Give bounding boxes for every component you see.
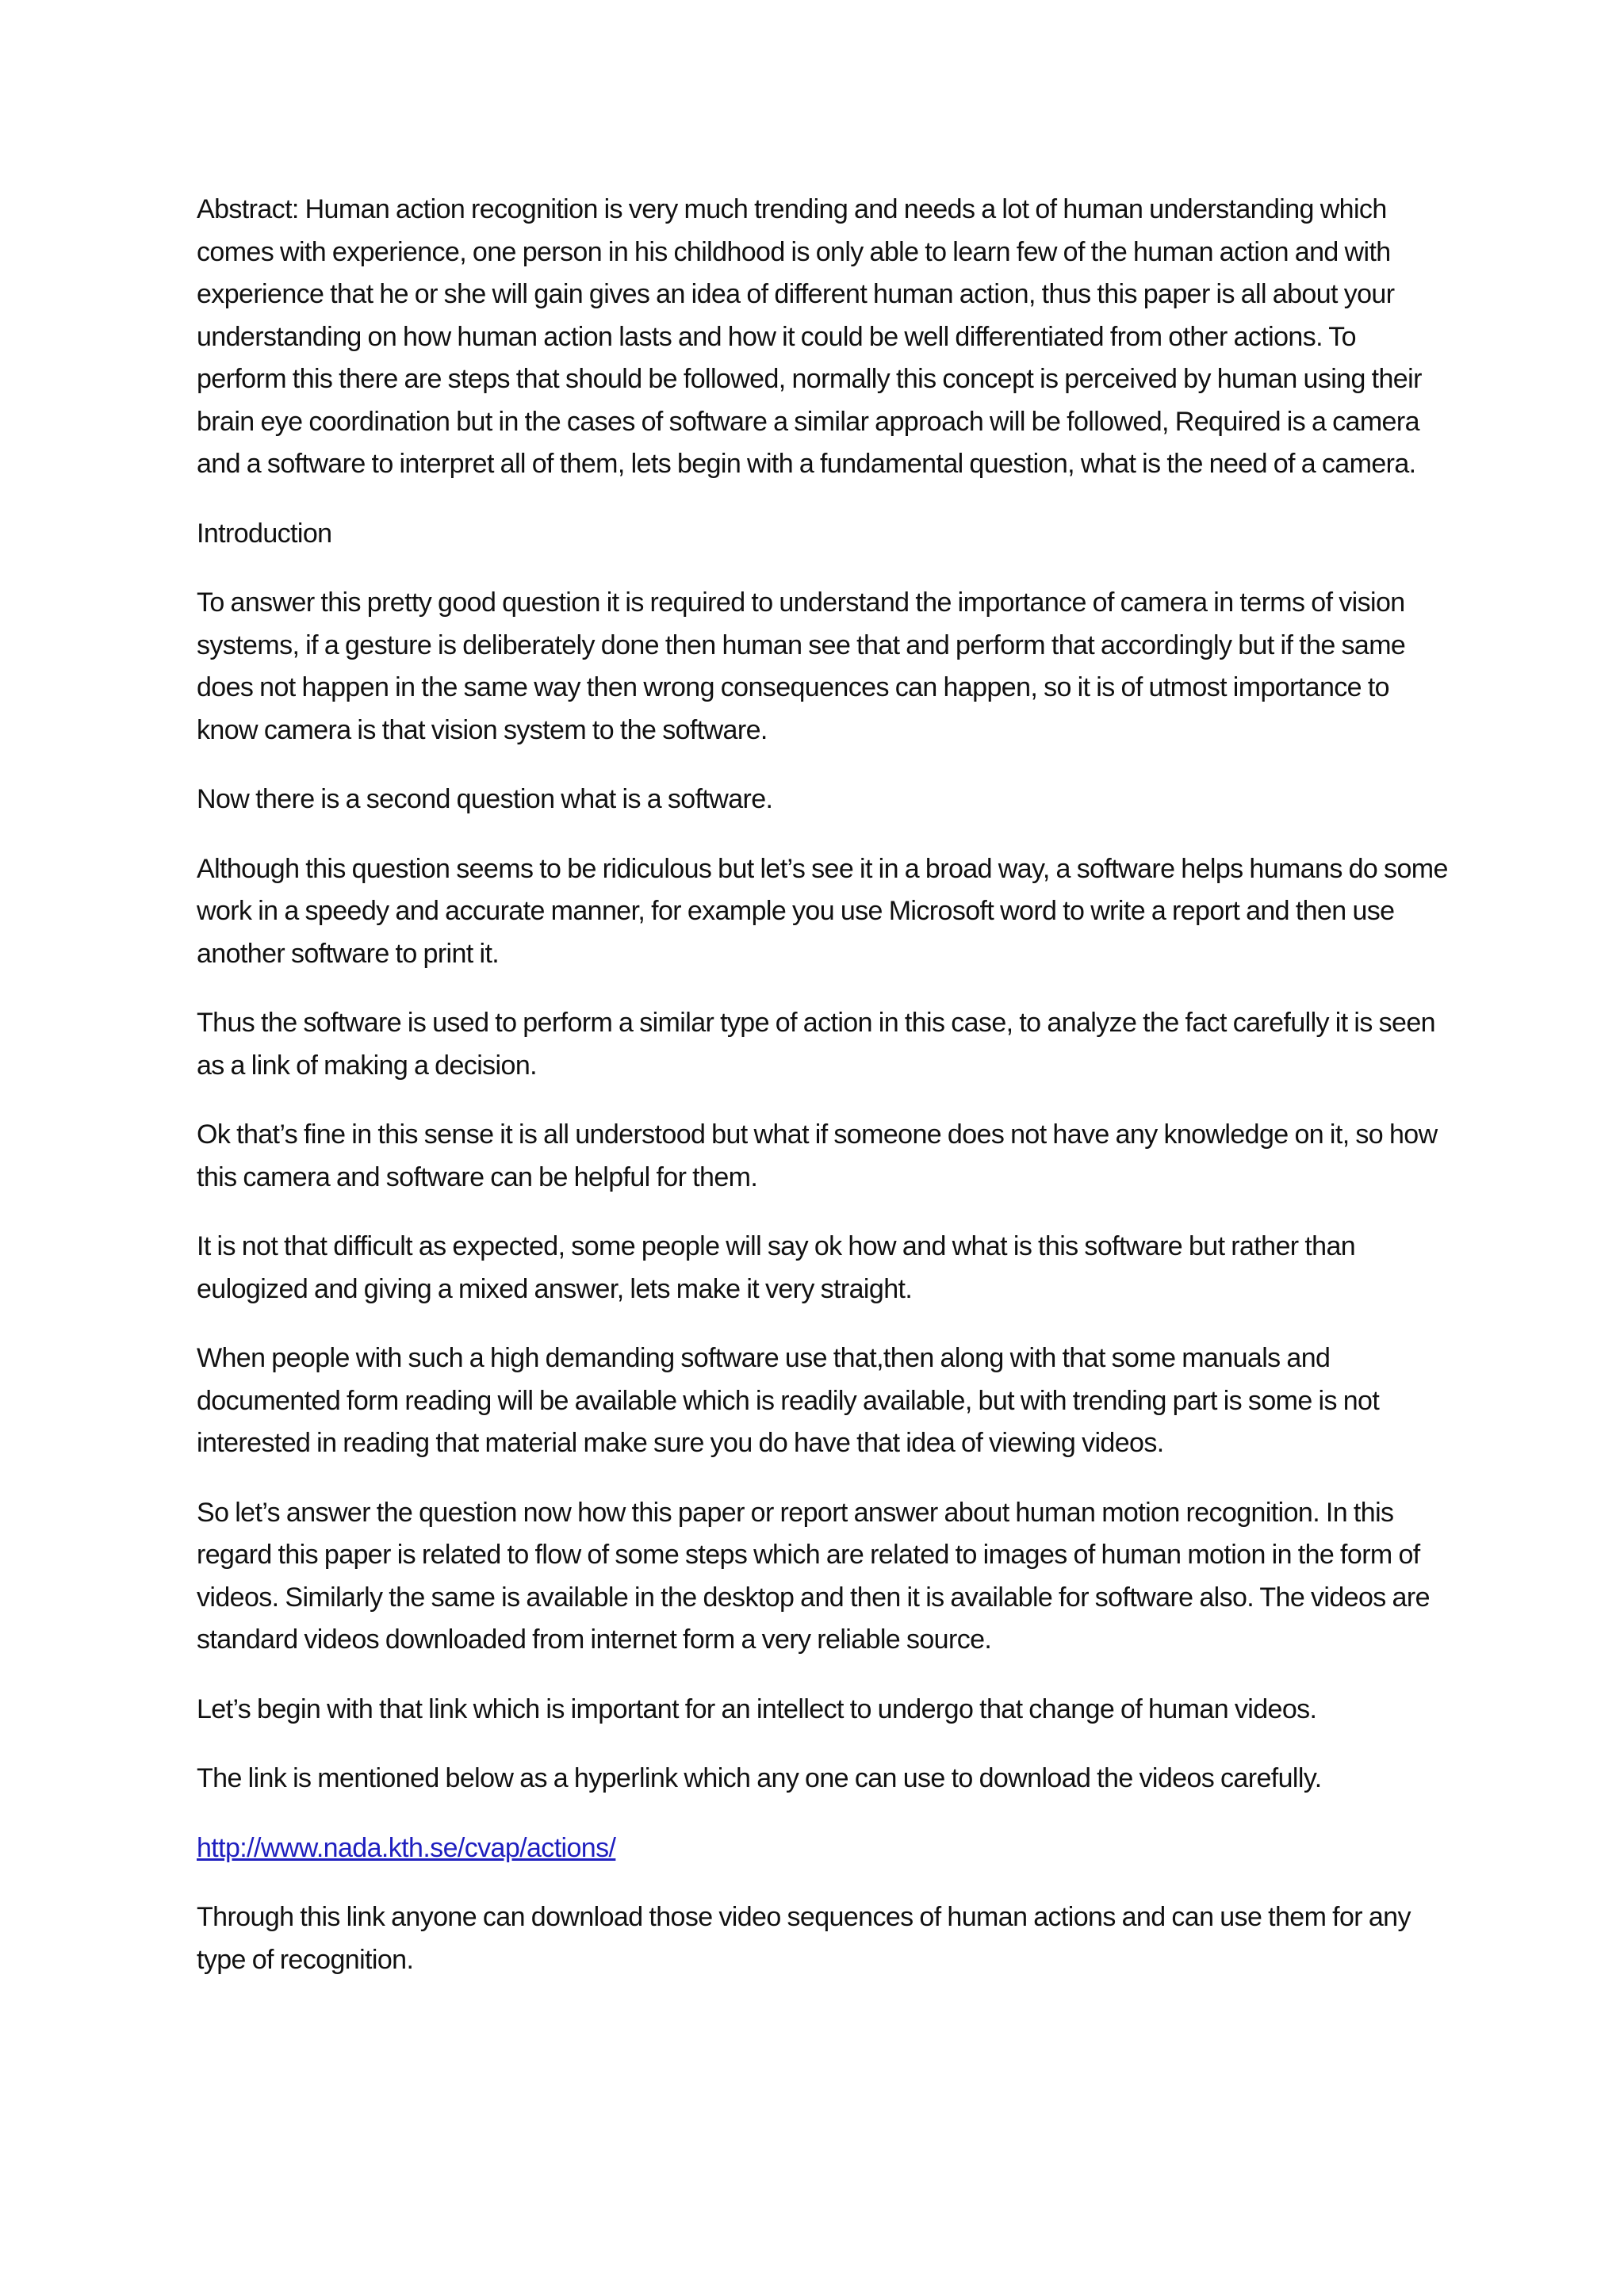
body-paragraph: Although this question seems to be ridiculous but let’s see it in a broad way, a software helps humans do some work in a speedy and accurate manner, for example you use Microsoft word to write a report and then use another software to print it. bbox=[197, 853, 1448, 969]
body-paragraph: Now there is a second question what is a software. bbox=[197, 784, 773, 814]
hyperlink-paragraph bbox=[197, 1827, 1450, 1870]
body-paragraph: When people with such a high demanding software use that,then along with that some manuals and documented form reading will be available which is readily available, but with trending part is some is not interested in reading that material make sure you do have that idea of viewing videos. bbox=[197, 1343, 1380, 1458]
dataset-hyperlink[interactable]: http://www.nada.kth.se/cvap/actions/ bbox=[197, 1832, 616, 1863]
body-paragraph: Let’s begin with that link which is important for an intellect to undergo that change of human videos. bbox=[197, 1693, 1317, 1724]
body-paragraph: So let’s answer the question now how this paper or report answer about human motion recognition. In this regard this paper is related to flow of some steps which are related to images of human motion in the form of videos. Similarly the same is available in the desktop and then it is available for software also. The videos are standard videos downloaded from internet form a very reliable source. bbox=[197, 1497, 1430, 1655]
body-paragraph: Thus the software is used to perform a similar type of action in this case, to analyze the fact carefully it is seen as a link of making a decision. bbox=[197, 1008, 1435, 1081]
body-paragraph: It is not that difficult as expected, some people will say ok how and what is this software but rather than eulogized and giving a mixed answer, lets make it very straight. bbox=[197, 1231, 1356, 1304]
body-paragraph: The link is mentioned below as a hyperlink which any one can use to download the videos carefully. bbox=[197, 1763, 1322, 1793]
body-paragraph: Ok that’s fine in this sense it is all understood but what if someone does not have any knowledge on it, so how this camera and software can be helpful for them. bbox=[197, 1119, 1438, 1192]
introduction-heading: Introduction bbox=[197, 518, 332, 549]
abstract-paragraph: Abstract: Human action recognition is very much trending and needs a lot of human understanding which comes with experience, one person in his childhood is only able to learn few of the human action and with experience that he or she will gain gives an idea of different human action, thus this paper is all about your understanding on how human action lasts and how it could be well differentiated from other actions. To perform this there are steps that should be followed, normally this concept is perceived by human using their brain eye coordination but in the cases of software a similar approach will be followed, Required is a camera and a software to interpret all of them, lets begin with a fundamental question, what is the need of a camera. bbox=[197, 194, 1422, 479]
document-body bbox=[197, 189, 1450, 2008]
closing-paragraph: Through this link anyone can download those video sequences of human actions and can use them for any type of recognition. bbox=[197, 1902, 1411, 1975]
body-paragraph: To answer this pretty good question it is required to understand the importance of camera in terms of vision systems, if a gesture is deliberately done then human see that and perform that accordingly but if the same does not happen in the same way then wrong consequences can happen, so it is of utmost importance to know camera is that vision system to the software. bbox=[197, 587, 1406, 745]
